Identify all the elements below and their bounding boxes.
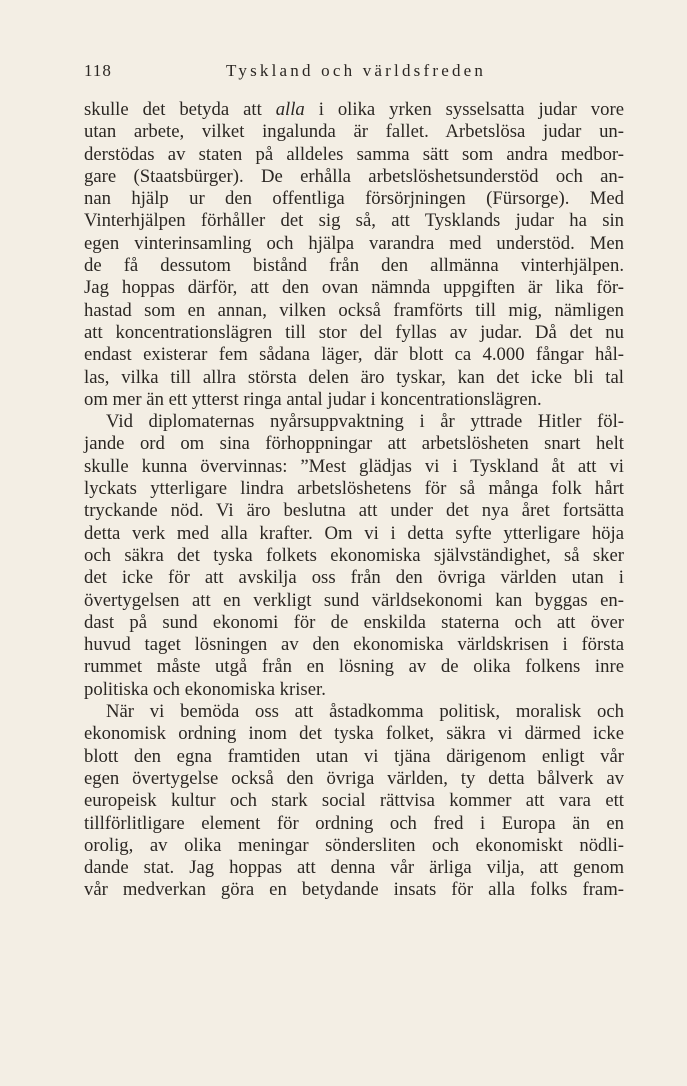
text-line: om mer än ett ytterst ringa antal judar i koncentrationslägren. <box>84 388 542 410</box>
text-line: huvud taget lösningen av den ekonomiska världskrisen i första <box>84 634 624 656</box>
text-line: egen övertygelse också den övriga världen, ty detta bålverk av <box>84 767 624 789</box>
text-line: blott den egna framtiden utan vi tjäna därigenom enligt vår <box>84 745 624 767</box>
emphasis: alla <box>275 99 305 120</box>
text-line: detta verk med alla krafter. Om vi i detta syfte ytterligare höja <box>84 522 624 544</box>
text-line: utan arbete, vilket ingalunda är fallet. Arbetslösa judar un- <box>84 121 624 143</box>
paragraph-2 <box>84 411 624 701</box>
text-line: övertygelsen att en verkligt sund världsekonomi kan byggas en- <box>84 589 624 611</box>
text-line: las, vilka till allra största delen äro tyskar, kan det icke bli tal <box>84 366 624 388</box>
text-line: lyckats ytterligare lindra arbetslöshetens för så många folk hårt <box>84 478 624 500</box>
text-line: orolig, av olika meningar söndersliten och ekonomiskt nödli- <box>84 834 624 856</box>
paragraph-3 <box>84 701 624 902</box>
text-line: skulle det betyda att alla i olika yrken sysselsatta judar vore <box>84 99 624 120</box>
text-line: gare (Staatsbürger). De erhålla arbetslöshetsunderstöd och an- <box>84 165 624 187</box>
text-line: egen vinterinsamling och hjälpa varandra med understöd. Men <box>84 232 624 254</box>
text-line: Vinterhjälpen förhåller det sig så, att Tysklands judar ha sin <box>84 210 624 232</box>
running-title: Tyskland och världsfreden <box>226 61 487 80</box>
text-line: och säkra det tyska folkets ekonomiska självständighet, så sker <box>84 544 624 566</box>
text-line: nan hjälp ur den offentliga försörjningen (Fürsorge). Med <box>84 188 624 210</box>
text-line: jande ord om sina förhoppningar att arbetslösheten snart helt <box>84 433 624 455</box>
text-line: dast på sund ekonomi för de enskilda staterna och att över <box>84 611 624 633</box>
text-line: rummet måste utgå från en lösning av de olika folkens inre <box>84 656 624 678</box>
text-line: hastad som en annan, vilken också framförts till mig, nämligen <box>84 299 624 321</box>
paragraph-1 <box>84 99 624 411</box>
text-line: europeisk kultur och stark social rättvisa kommer att vara ett <box>84 790 624 812</box>
text-line: politiska och ekonomiska kriser. <box>84 678 326 700</box>
text-line: Jag hoppas därför, att den ovan nämnda uppgiften är lika för- <box>84 277 624 299</box>
text-line: skulle kunna övervinnas: ”Mest glädjas vi i Tyskland åt att vi <box>84 455 624 477</box>
text-line: tillförlitligare element för ordning och fred i Europa än en <box>84 812 624 834</box>
text-line: att koncentrationslägren till stor del fyllas av judar. Då det nu <box>84 321 624 343</box>
text-line: vår medverkan göra en betydande insats för alla folks fram- <box>84 879 624 901</box>
text-line: När vi bemöda oss att åstadkomma politisk, moralisk och <box>106 701 624 723</box>
body-text <box>84 99 624 902</box>
text-line: Vid diplomaternas nyårsuppvaktning i år yttrade Hitler föl- <box>106 411 624 433</box>
text-line: derstödas av staten på alldeles samma sätt som andra medbor- <box>84 143 624 165</box>
text-line: tryckande nöd. Vi äro beslutna att under det nya året fortsätta <box>84 500 624 522</box>
page-number: 118 <box>84 61 112 80</box>
text-line: de få dessutom bistånd från den allmänna vinterhjälpen. <box>84 255 624 277</box>
text-line: endast existerar fem sådana läger, där blott ca 4.000 fångar hål- <box>84 344 624 366</box>
text-line: dande stat. Jag hoppas att denna vår ärliga vilja, att genom <box>84 857 624 879</box>
text-line: ekonomisk ordning inom det tyska folket, säkra vi därmed icke <box>84 723 624 745</box>
text-line: det icke för att avskilja oss från den övriga världen utan i <box>84 567 624 589</box>
